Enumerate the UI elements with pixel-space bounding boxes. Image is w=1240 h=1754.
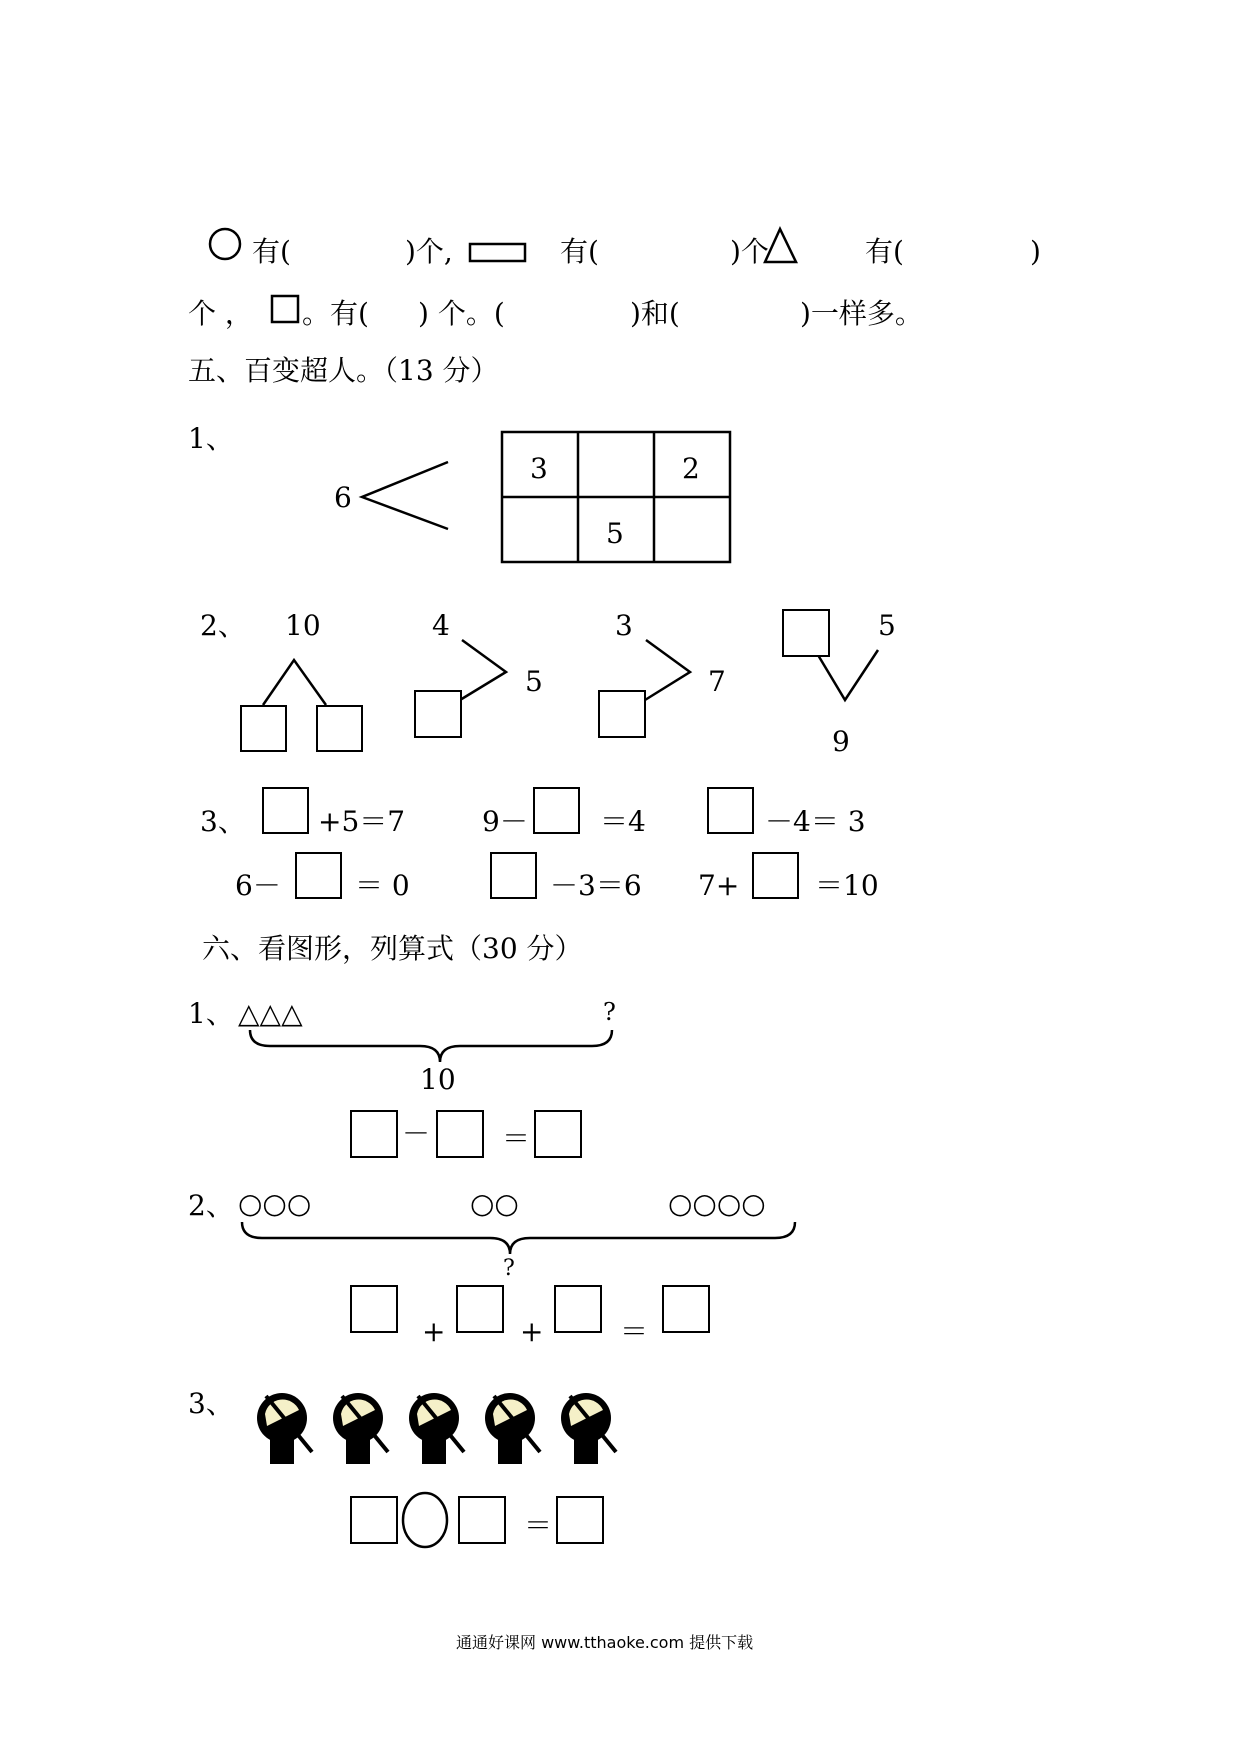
s6-q1-question: ? bbox=[603, 998, 616, 1026]
compare-same: )一样多。 bbox=[800, 297, 923, 330]
tri-count-close: ) bbox=[1030, 235, 1041, 268]
circle-count-label: 有( bbox=[252, 235, 291, 268]
s6-q3-equals: ＝ bbox=[524, 1509, 553, 1542]
s5-q2b-right: 5 bbox=[525, 665, 543, 698]
s5-q2a-top: 10 bbox=[285, 609, 321, 642]
s6-q1-minus: － bbox=[402, 1117, 431, 1150]
s6-q2-number: 2、 bbox=[188, 1189, 234, 1222]
lightbulb-icon bbox=[333, 1393, 388, 1464]
answer-box[interactable] bbox=[350, 1496, 398, 1544]
lightbulb-icon bbox=[257, 1393, 312, 1464]
s5-q3-eq2b: ＝4 bbox=[600, 805, 646, 838]
s5-q3-eq1: +5＝7 bbox=[318, 805, 406, 838]
answer-box[interactable] bbox=[556, 1496, 604, 1544]
rect-count-close: )个 bbox=[730, 235, 769, 268]
lightbulb-icon bbox=[561, 1393, 616, 1464]
s5-q3-eq2a: 9－ bbox=[482, 805, 528, 838]
tri-count-label: 有( bbox=[865, 235, 904, 268]
s6-q1-total: 10 bbox=[420, 1063, 456, 1096]
s6-q3-number: 3、 bbox=[188, 1387, 234, 1420]
s5-q3-eq6b: ＝10 bbox=[815, 869, 879, 902]
s5-q3-eq5: －3＝6 bbox=[550, 869, 642, 902]
s6-q2-circles-group1: ○○○ bbox=[238, 1187, 312, 1220]
s5-q1-root: 6 bbox=[334, 481, 352, 514]
s5-q3-number: 3、 bbox=[200, 805, 246, 838]
s6-q2-question: ? bbox=[503, 1256, 515, 1281]
s5-q2-number: 2、 bbox=[200, 609, 246, 642]
s5-q2b-top: 4 bbox=[432, 609, 450, 642]
s6-q2-circles-group2: ○○ bbox=[470, 1187, 519, 1220]
s5-q1-number: 1、 bbox=[188, 422, 234, 455]
grid-cell-r1c3: 2 bbox=[682, 452, 700, 485]
compare-and: )和( bbox=[630, 297, 680, 330]
answer-box[interactable] bbox=[458, 1496, 506, 1544]
s5-q3-eq6a: 7+ bbox=[698, 869, 740, 902]
s6-q1-equals: ＝ bbox=[502, 1122, 531, 1155]
s5-q2d-bottom: 9 bbox=[832, 725, 850, 758]
s6-q2-plus2: + bbox=[520, 1315, 544, 1348]
square-count-close: ) 个。( bbox=[418, 297, 505, 330]
section6-title: 六、看图形，列算式（30 分） bbox=[202, 932, 583, 965]
s6-q2-equals: ＝ bbox=[620, 1315, 649, 1348]
lightbulb-icon bbox=[485, 1393, 540, 1464]
page-footer: 通通好课网 www.tthaoke.com 提供下载 bbox=[456, 1633, 754, 1652]
grid-cell-r2c2: 5 bbox=[606, 517, 624, 550]
section5-title: 五、百变超人。（13 分） bbox=[188, 354, 499, 387]
s5-q2d-right: 5 bbox=[878, 609, 896, 642]
s5-q2c-right: 7 bbox=[708, 665, 726, 698]
s5-q3-eq3: －4＝ 3 bbox=[765, 805, 866, 838]
tri-count-unit: 个 ， bbox=[188, 297, 253, 330]
square-count-label: 。有( bbox=[302, 297, 369, 330]
rect-count-label: 有( bbox=[560, 235, 599, 268]
s5-q3-eq4b: ＝ 0 bbox=[355, 869, 410, 902]
circle-count-close: )个, bbox=[405, 235, 453, 268]
s6-q1-triangles: △△△ bbox=[238, 997, 303, 1030]
s6-q1-number: 1、 bbox=[188, 997, 234, 1030]
s5-q3-eq4a: 6－ bbox=[235, 869, 281, 902]
s6-q2-plus1: + bbox=[422, 1315, 446, 1348]
grid-cell-r1c1: 3 bbox=[530, 452, 548, 485]
s6-q2-circles-group3: ○○○○ bbox=[668, 1187, 766, 1220]
lightbulb-icon bbox=[409, 1393, 464, 1464]
operator-circle bbox=[403, 1493, 447, 1547]
s5-q2c-top: 3 bbox=[615, 609, 633, 642]
